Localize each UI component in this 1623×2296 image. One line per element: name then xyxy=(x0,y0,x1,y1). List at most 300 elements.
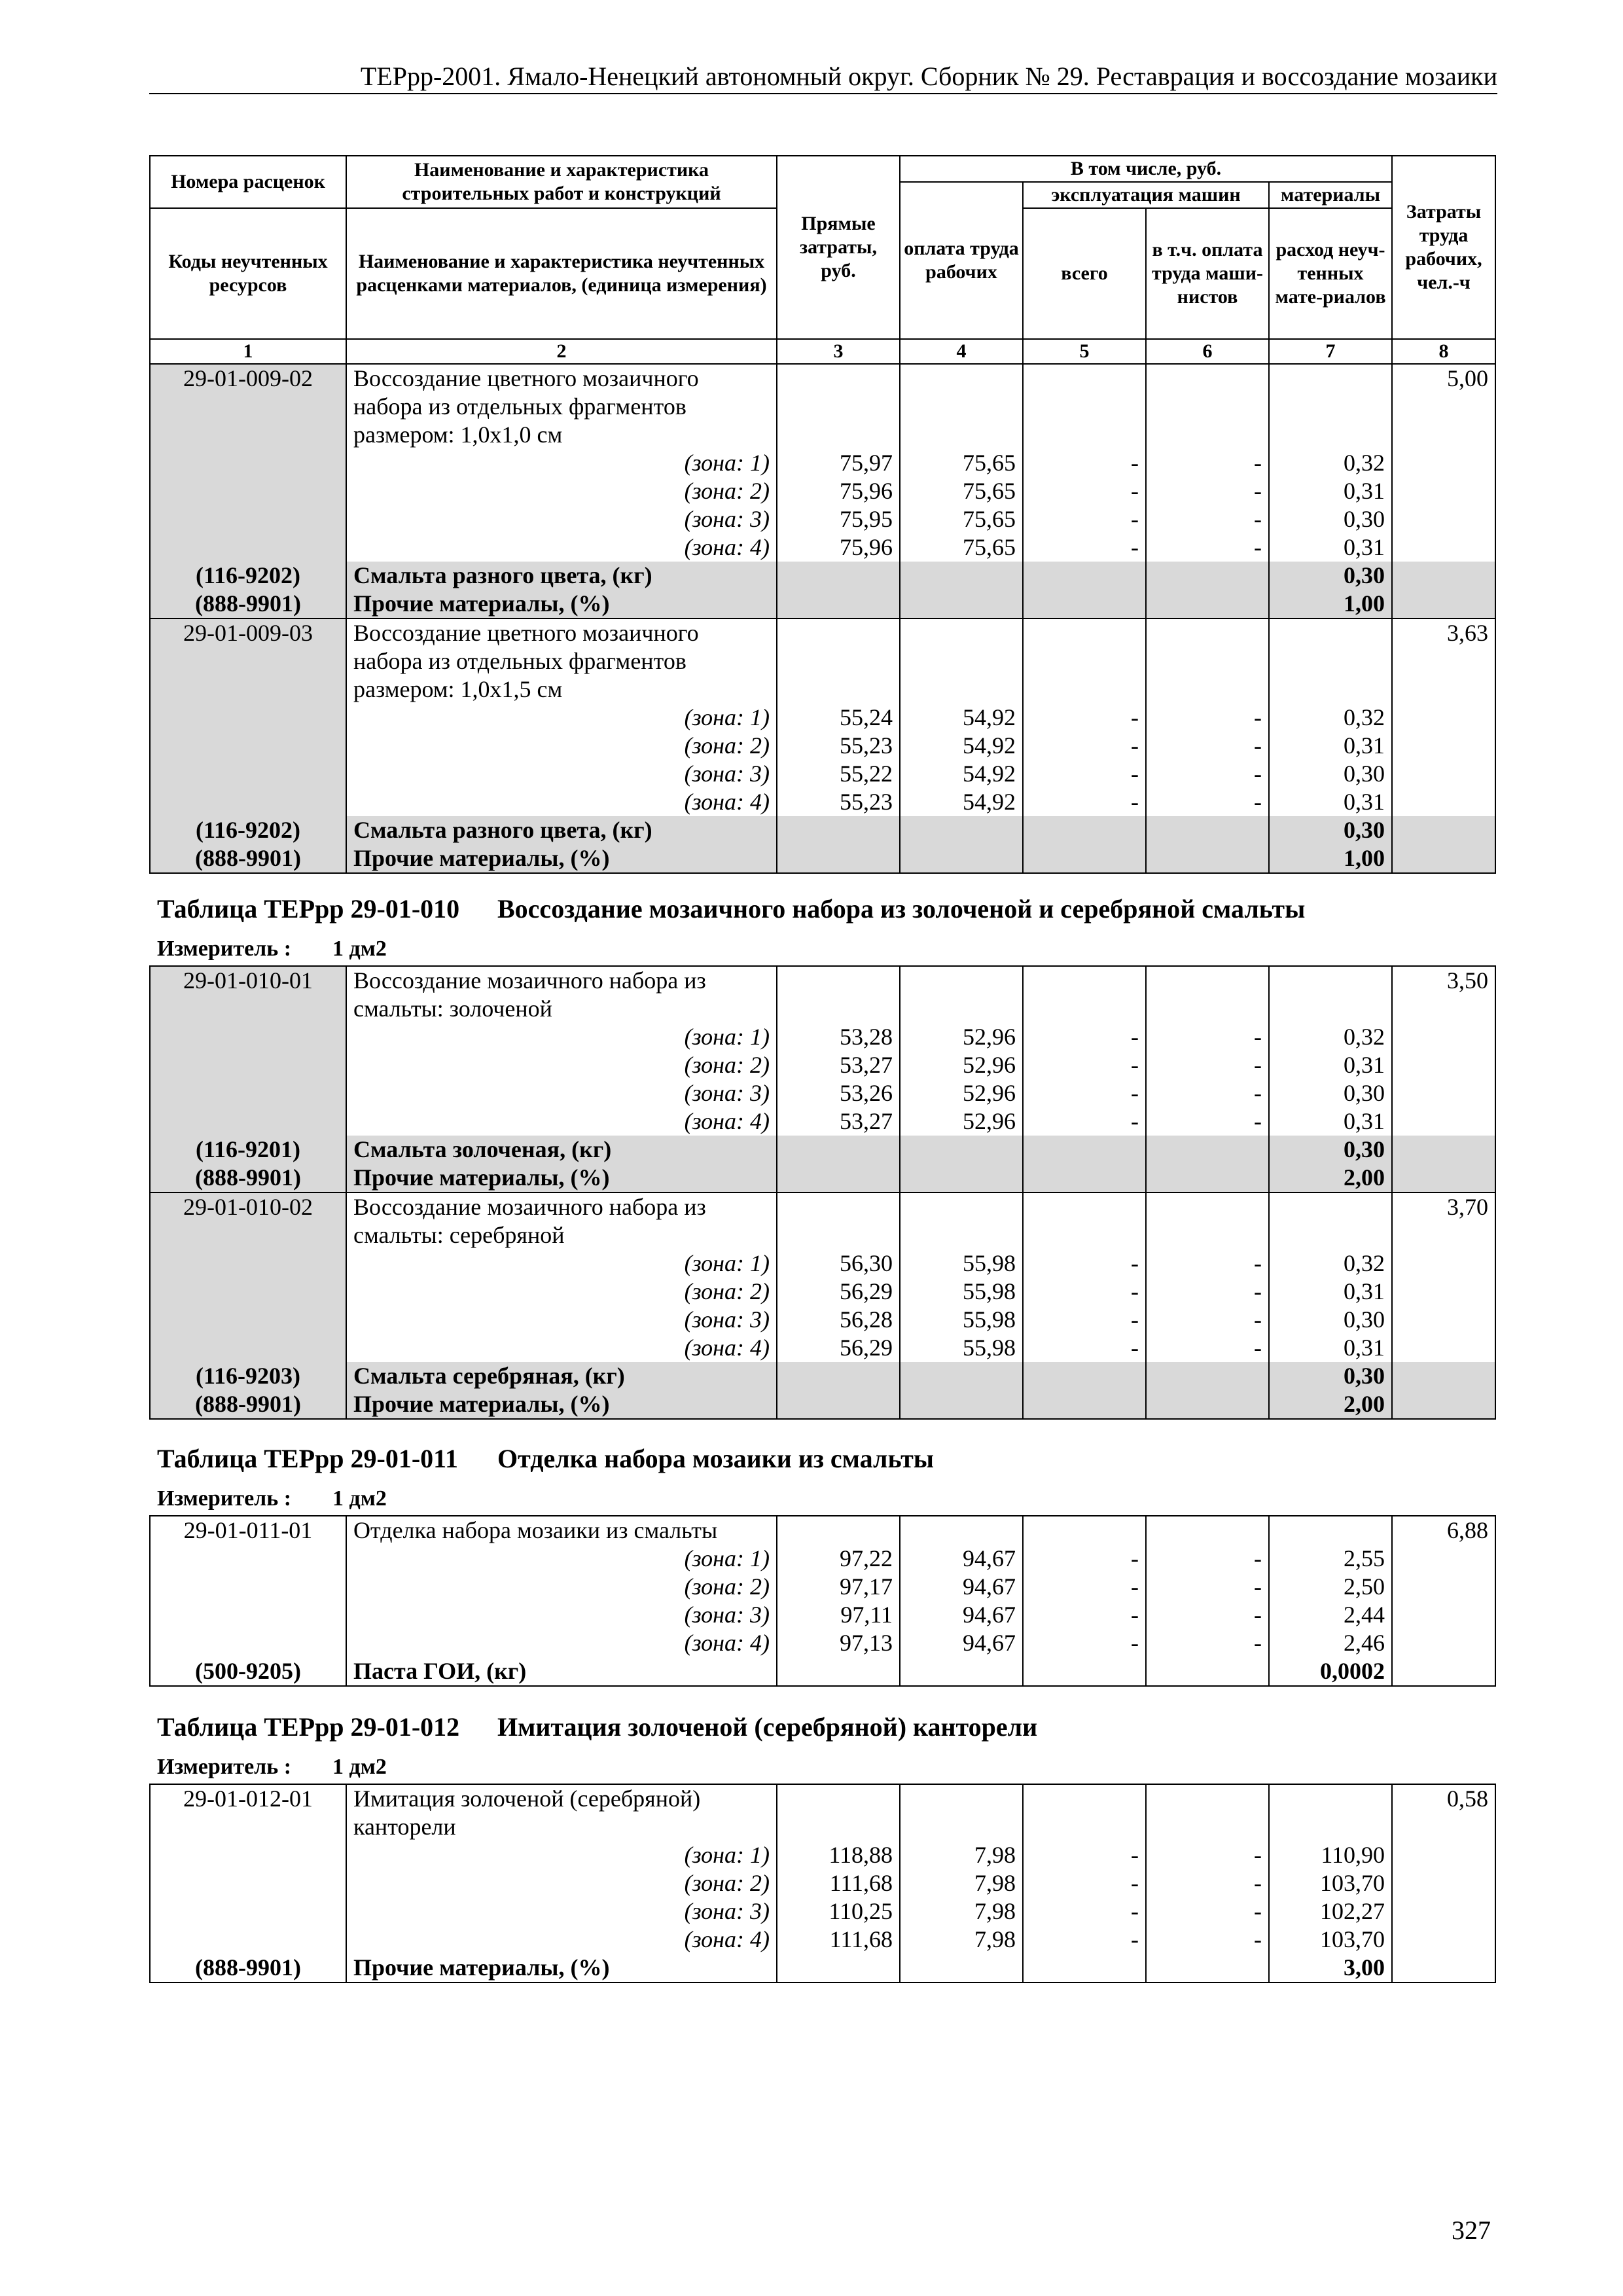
machine-total: - xyxy=(1023,1897,1146,1926)
machine-total: - xyxy=(1023,1601,1146,1629)
table-cell xyxy=(900,364,1023,393)
zone-label: (зона: 4) xyxy=(346,1334,777,1362)
table-cell xyxy=(150,533,346,562)
column-header-table xyxy=(149,155,1496,365)
table-cell xyxy=(1023,562,1146,590)
table-cell xyxy=(777,995,900,1023)
measure-label: Измеритель : xyxy=(157,937,292,961)
table-row xyxy=(150,619,1495,647)
material-cost: 110,90 xyxy=(1269,1841,1392,1869)
machine-total: - xyxy=(1023,1926,1146,1954)
table-cell xyxy=(1269,675,1392,704)
table-cell xyxy=(1269,1784,1392,1813)
zone-row xyxy=(150,1869,1495,1897)
header-rule xyxy=(149,93,1497,94)
table-cell xyxy=(1392,675,1495,704)
machine-total: - xyxy=(1023,1249,1146,1278)
table-cell xyxy=(777,364,900,393)
table-cell xyxy=(1146,1784,1269,1813)
direct-cost: 53,28 xyxy=(777,1023,900,1051)
direct-cost: 97,11 xyxy=(777,1601,900,1629)
material-cost: 0,32 xyxy=(1269,704,1392,732)
zone-label: (зона: 1) xyxy=(346,1023,777,1051)
measure-unit: 1 дм2 xyxy=(332,1755,387,1779)
zone-label: (зона: 1) xyxy=(346,1249,777,1278)
col-head-vsego: всего xyxy=(1023,208,1146,339)
table-cell xyxy=(150,1051,346,1079)
table-cell xyxy=(1023,1784,1146,1813)
table-row xyxy=(150,1516,1495,1545)
machine-total: - xyxy=(1023,449,1146,477)
resource-quantity: 3,00 xyxy=(1269,1954,1392,1982)
resource-code: (116-9202) xyxy=(150,562,346,590)
table-cell xyxy=(1023,1390,1146,1419)
direct-cost: 56,29 xyxy=(777,1334,900,1362)
machine-wage: - xyxy=(1146,1334,1269,1362)
table-cell xyxy=(150,647,346,675)
measure-unit: 1 дм2 xyxy=(332,937,387,961)
table-row xyxy=(150,364,1495,393)
col-head-kody: Коды неучтенных ресурсов xyxy=(150,208,346,339)
table-number: Таблица ТЕРрр 29-01-011 xyxy=(157,1444,458,1473)
table-cell xyxy=(1392,1897,1495,1926)
measure-unit: 1 дм2 xyxy=(332,1486,387,1511)
machine-total: - xyxy=(1023,1051,1146,1079)
material-cost: 0,31 xyxy=(1269,477,1392,505)
resource-code: (888-9901) xyxy=(150,1390,346,1419)
wage-cost: 75,65 xyxy=(900,533,1023,562)
table-cell xyxy=(1269,393,1392,421)
direct-cost: 97,13 xyxy=(777,1629,900,1657)
table-cell xyxy=(777,421,900,449)
table-cell xyxy=(900,995,1023,1023)
table-cell xyxy=(150,675,346,704)
col-head-naim-bottom: Наименование и характеристика неучтенных расценками материалов, (единица измерения) xyxy=(346,208,777,339)
table-cell xyxy=(777,1362,900,1390)
rate-description-line: Отделка набора мозаики из смальты xyxy=(346,1516,777,1545)
material-cost: 0,30 xyxy=(1269,760,1392,788)
table-row xyxy=(150,1784,1495,1813)
zone-label: (зона: 3) xyxy=(346,505,777,533)
machine-wage: - xyxy=(1146,1601,1269,1629)
rate-code: 29-01-011-01 xyxy=(150,1516,346,1545)
table-cell xyxy=(777,816,900,844)
table-cell xyxy=(1269,1221,1392,1249)
table-cell xyxy=(900,562,1023,590)
resource-quantity: 1,00 xyxy=(1269,844,1392,873)
table-cell xyxy=(900,675,1023,704)
table-cell xyxy=(150,1926,346,1954)
table-cell xyxy=(150,1545,346,1573)
table-cell xyxy=(150,704,346,732)
zone-row xyxy=(150,1051,1495,1079)
resource-row xyxy=(150,590,1495,619)
table-cell xyxy=(150,1897,346,1926)
table-cell xyxy=(777,562,900,590)
zone-row xyxy=(150,1545,1495,1573)
col-num-4: 4 xyxy=(900,339,1023,364)
table-cell xyxy=(1392,1107,1495,1136)
col-head-nomera: Номера расценок xyxy=(150,156,346,208)
zone-row xyxy=(150,1573,1495,1601)
table-cell xyxy=(150,1601,346,1629)
labor-cost: 6,88 xyxy=(1392,1516,1495,1545)
resource-code: (116-9201) xyxy=(150,1136,346,1164)
table-cell xyxy=(777,1784,900,1813)
table-cell xyxy=(1146,1362,1269,1390)
table-cell xyxy=(1392,704,1495,732)
machine-total: - xyxy=(1023,477,1146,505)
col-head-naim-top: Наименование и характеристика строительных работ и конструкций xyxy=(346,156,777,208)
table-cell xyxy=(150,1079,346,1107)
rate-description-line: Имитация золоченой (серебряной) xyxy=(346,1784,777,1813)
zone-row xyxy=(150,1306,1495,1334)
resource-name: Прочие материалы, (%) xyxy=(346,844,777,873)
table-cell xyxy=(1146,590,1269,619)
zone-label: (зона: 1) xyxy=(346,1545,777,1573)
material-cost: 2,44 xyxy=(1269,1601,1392,1629)
zone-label: (зона: 3) xyxy=(346,1897,777,1926)
resource-row xyxy=(150,1164,1495,1193)
table-cell xyxy=(150,1278,346,1306)
rate-description-line: Воссоздание мозаичного набора из xyxy=(346,966,777,995)
rate-code: 29-01-009-03 xyxy=(150,619,346,647)
wage-cost: 94,67 xyxy=(900,1601,1023,1629)
table-cell xyxy=(1146,1390,1269,1419)
resource-name: Прочие материалы, (%) xyxy=(346,1164,777,1193)
material-cost: 0,32 xyxy=(1269,1023,1392,1051)
col-head-vtom: В том числе, руб. xyxy=(900,156,1392,182)
table-cell xyxy=(777,619,900,647)
table-cell xyxy=(777,675,900,704)
resource-row xyxy=(150,816,1495,844)
wage-cost: 52,96 xyxy=(900,1079,1023,1107)
machine-wage: - xyxy=(1146,1869,1269,1897)
zone-label: (зона: 4) xyxy=(346,1926,777,1954)
machine-wage: - xyxy=(1146,1023,1269,1051)
machine-total: - xyxy=(1023,1869,1146,1897)
table-cell xyxy=(1023,421,1146,449)
zone-label: (зона: 4) xyxy=(346,788,777,816)
material-cost: 0,31 xyxy=(1269,732,1392,760)
resource-code: (888-9901) xyxy=(150,590,346,619)
machine-total: - xyxy=(1023,1629,1146,1657)
table-cell xyxy=(1146,619,1269,647)
col-head-oplata: оплата труда рабочих xyxy=(900,182,1023,339)
direct-cost: 53,27 xyxy=(777,1051,900,1079)
direct-cost: 53,27 xyxy=(777,1107,900,1136)
table-cell xyxy=(1146,1193,1269,1221)
rate-description-line: смальты: золоченой xyxy=(346,995,777,1023)
table-cell xyxy=(150,1221,346,1249)
wage-cost: 7,98 xyxy=(900,1869,1023,1897)
table-row xyxy=(150,675,1495,704)
table-cell xyxy=(1392,1221,1495,1249)
resource-row xyxy=(150,1362,1495,1390)
resource-quantity: 0,30 xyxy=(1269,1136,1392,1164)
zone-row xyxy=(150,449,1495,477)
col-num-7: 7 xyxy=(1269,339,1392,364)
direct-cost: 53,26 xyxy=(777,1079,900,1107)
resource-row xyxy=(150,562,1495,590)
table-cell xyxy=(1269,647,1392,675)
machine-total: - xyxy=(1023,1545,1146,1573)
table-cell xyxy=(1392,732,1495,760)
table-cell xyxy=(900,1784,1023,1813)
direct-cost: 97,17 xyxy=(777,1573,900,1601)
zone-row xyxy=(150,1334,1495,1362)
wage-cost: 94,67 xyxy=(900,1545,1023,1573)
table-cell xyxy=(1392,1334,1495,1362)
table-cell xyxy=(150,1573,346,1601)
table-cell xyxy=(900,619,1023,647)
direct-cost: 97,22 xyxy=(777,1545,900,1573)
material-cost: 0,31 xyxy=(1269,1278,1392,1306)
wage-cost: 52,96 xyxy=(900,1107,1023,1136)
machine-wage: - xyxy=(1146,1249,1269,1278)
table-cell xyxy=(900,1136,1023,1164)
zone-row xyxy=(150,788,1495,816)
table-number: Таблица ТЕРрр 29-01-012 xyxy=(157,1712,460,1742)
material-cost: 0,31 xyxy=(1269,1051,1392,1079)
resource-quantity: 2,00 xyxy=(1269,1390,1392,1419)
zone-row xyxy=(150,1249,1495,1278)
table-title: Отделка набора мозаики из смальты xyxy=(497,1444,934,1473)
table-cell xyxy=(1146,1164,1269,1193)
table-cell xyxy=(777,1221,900,1249)
rate-description-line: канторели xyxy=(346,1813,777,1841)
table-cell xyxy=(1392,449,1495,477)
table-cell xyxy=(777,647,900,675)
material-cost: 0,31 xyxy=(1269,1334,1392,1362)
table-cell xyxy=(1023,1221,1146,1249)
direct-cost: 55,23 xyxy=(777,788,900,816)
table-row xyxy=(150,647,1495,675)
table-cell xyxy=(150,1023,346,1051)
resource-name: Прочие материалы, (%) xyxy=(346,1954,777,1982)
machine-total: - xyxy=(1023,1107,1146,1136)
table-cell xyxy=(1146,966,1269,995)
wage-cost: 52,96 xyxy=(900,1051,1023,1079)
table-caption-010 xyxy=(157,893,1305,925)
table-cell xyxy=(777,1164,900,1193)
zone-label: (зона: 2) xyxy=(346,1051,777,1079)
table-cell xyxy=(1392,505,1495,533)
table-cell xyxy=(900,1954,1023,1982)
direct-cost: 75,95 xyxy=(777,505,900,533)
resource-quantity: 2,00 xyxy=(1269,1164,1392,1193)
machine-wage: - xyxy=(1146,1107,1269,1136)
table-cell xyxy=(1392,1545,1495,1573)
resource-code: (888-9901) xyxy=(150,1954,346,1982)
table-cell xyxy=(1392,590,1495,619)
table-cell xyxy=(1146,1657,1269,1686)
direct-cost: 75,96 xyxy=(777,477,900,505)
table-cell xyxy=(900,1657,1023,1686)
wage-cost: 75,65 xyxy=(900,449,1023,477)
table-cell xyxy=(150,760,346,788)
table-cell xyxy=(1023,1193,1146,1221)
table-cell xyxy=(1146,844,1269,873)
table-29-01-011 xyxy=(149,1515,1496,1687)
labor-cost: 3,70 xyxy=(1392,1193,1495,1221)
direct-cost: 56,30 xyxy=(777,1249,900,1278)
direct-cost: 75,97 xyxy=(777,449,900,477)
table-cell xyxy=(1146,1813,1269,1841)
machine-total: - xyxy=(1023,704,1146,732)
rate-description-line: смальты: серебряной xyxy=(346,1221,777,1249)
table-cell xyxy=(1269,364,1392,393)
table-cell xyxy=(150,1869,346,1897)
direct-cost: 56,29 xyxy=(777,1278,900,1306)
zone-row xyxy=(150,704,1495,732)
material-cost: 0,32 xyxy=(1269,449,1392,477)
table-cell xyxy=(1269,421,1392,449)
resource-name: Смальта серебряная, (кг) xyxy=(346,1362,777,1390)
wage-cost: 54,92 xyxy=(900,732,1023,760)
resource-quantity: 0,0002 xyxy=(1269,1657,1392,1686)
table-cell xyxy=(1023,1164,1146,1193)
table-row xyxy=(150,1221,1495,1249)
resource-row xyxy=(150,1954,1495,1982)
table-cell xyxy=(150,421,346,449)
table-cell xyxy=(150,449,346,477)
machine-total: - xyxy=(1023,1841,1146,1869)
resource-row xyxy=(150,1136,1495,1164)
rate-code: 29-01-012-01 xyxy=(150,1784,346,1813)
table-cell xyxy=(1146,816,1269,844)
table-caption-012 xyxy=(157,1712,1037,1743)
zone-row xyxy=(150,1841,1495,1869)
table-row xyxy=(150,1193,1495,1221)
table-cell xyxy=(1269,1516,1392,1545)
machine-wage: - xyxy=(1146,732,1269,760)
zone-label: (зона: 3) xyxy=(346,1601,777,1629)
table-cell xyxy=(777,1193,900,1221)
table-cell xyxy=(1392,1362,1495,1390)
table-cell xyxy=(900,1813,1023,1841)
wage-cost: 7,98 xyxy=(900,1841,1023,1869)
rate-description-line: набора из отдельных фрагментов xyxy=(346,393,777,421)
resource-code: (500-9205) xyxy=(150,1657,346,1686)
resource-code: (888-9901) xyxy=(150,844,346,873)
table-cell xyxy=(900,1193,1023,1221)
wage-cost: 94,67 xyxy=(900,1629,1023,1657)
zone-row xyxy=(150,1629,1495,1657)
table-cell xyxy=(1392,1278,1495,1306)
col-num-6: 6 xyxy=(1146,339,1269,364)
resource-code: (116-9203) xyxy=(150,1362,346,1390)
zone-row xyxy=(150,1107,1495,1136)
table-cell xyxy=(1023,1813,1146,1841)
col-num-3: 3 xyxy=(777,339,900,364)
table-cell xyxy=(1392,393,1495,421)
table-row xyxy=(150,966,1495,995)
table-cell xyxy=(1392,1249,1495,1278)
wage-cost: 55,98 xyxy=(900,1278,1023,1306)
labor-cost: 5,00 xyxy=(1392,364,1495,393)
rate-code: 29-01-009-02 xyxy=(150,364,346,393)
table-cell xyxy=(1023,647,1146,675)
rate-description-line: набора из отдельных фрагментов xyxy=(346,647,777,675)
table-cell xyxy=(1023,675,1146,704)
machine-wage: - xyxy=(1146,1079,1269,1107)
direct-cost: 111,68 xyxy=(777,1869,900,1897)
direct-cost: 118,88 xyxy=(777,1841,900,1869)
zone-label: (зона: 2) xyxy=(346,1869,777,1897)
resource-row xyxy=(150,1657,1495,1686)
zone-label: (зона: 2) xyxy=(346,1278,777,1306)
table-29-01-009 xyxy=(149,363,1496,874)
machine-wage: - xyxy=(1146,1545,1269,1573)
labor-cost: 3,63 xyxy=(1392,619,1495,647)
wage-cost: 75,65 xyxy=(900,505,1023,533)
table-cell xyxy=(1392,788,1495,816)
table-cell xyxy=(1392,1164,1495,1193)
material-cost: 0,30 xyxy=(1269,505,1392,533)
resource-name: Прочие материалы, (%) xyxy=(346,590,777,619)
table-cell xyxy=(1023,995,1146,1023)
table-cell xyxy=(1269,995,1392,1023)
machine-total: - xyxy=(1023,1079,1146,1107)
table-cell xyxy=(1146,995,1269,1023)
resource-name: Смальта разного цвета, (кг) xyxy=(346,816,777,844)
zone-row xyxy=(150,1926,1495,1954)
measure-line-011 xyxy=(157,1486,387,1512)
table-cell xyxy=(1023,1516,1146,1545)
table-row xyxy=(150,995,1495,1023)
wage-cost: 7,98 xyxy=(900,1926,1023,1954)
table-cell xyxy=(1392,1390,1495,1419)
machine-wage: - xyxy=(1146,788,1269,816)
machine-wage: - xyxy=(1146,505,1269,533)
col-head-ekspl: эксплуатация машин xyxy=(1023,182,1269,208)
material-cost: 2,55 xyxy=(1269,1545,1392,1573)
direct-cost: 55,23 xyxy=(777,732,900,760)
table-cell xyxy=(1392,995,1495,1023)
table-cell xyxy=(1023,364,1146,393)
table-cell xyxy=(150,1629,346,1657)
resource-name: Смальта разного цвета, (кг) xyxy=(346,562,777,590)
table-cell xyxy=(900,421,1023,449)
table-cell xyxy=(777,393,900,421)
table-cell xyxy=(150,1306,346,1334)
table-cell xyxy=(1023,816,1146,844)
wage-cost: 54,92 xyxy=(900,788,1023,816)
wage-cost: 55,98 xyxy=(900,1334,1023,1362)
zone-row xyxy=(150,1278,1495,1306)
resource-name: Смальта золоченая, (кг) xyxy=(346,1136,777,1164)
rate-code: 29-01-010-01 xyxy=(150,966,346,995)
measure-label: Измеритель : xyxy=(157,1755,292,1779)
material-cost: 0,32 xyxy=(1269,1249,1392,1278)
table-row xyxy=(150,1813,1495,1841)
zone-label: (зона: 4) xyxy=(346,1629,777,1657)
zone-label: (зона: 2) xyxy=(346,477,777,505)
table-title: Воссоздание мозаичного набора из золоченой и серебряной смальты xyxy=(497,894,1306,924)
wage-cost: 52,96 xyxy=(900,1023,1023,1051)
machine-wage: - xyxy=(1146,1841,1269,1869)
table-cell xyxy=(150,477,346,505)
table-cell xyxy=(1023,1954,1146,1982)
table-cell xyxy=(1023,966,1146,995)
table-cell xyxy=(1146,1221,1269,1249)
col-head-rashod: расход неуч-тенных мате-риалов xyxy=(1269,208,1392,339)
material-cost: 0,31 xyxy=(1269,533,1392,562)
machine-total: - xyxy=(1023,732,1146,760)
table-cell xyxy=(900,393,1023,421)
table-cell xyxy=(1146,1516,1269,1545)
